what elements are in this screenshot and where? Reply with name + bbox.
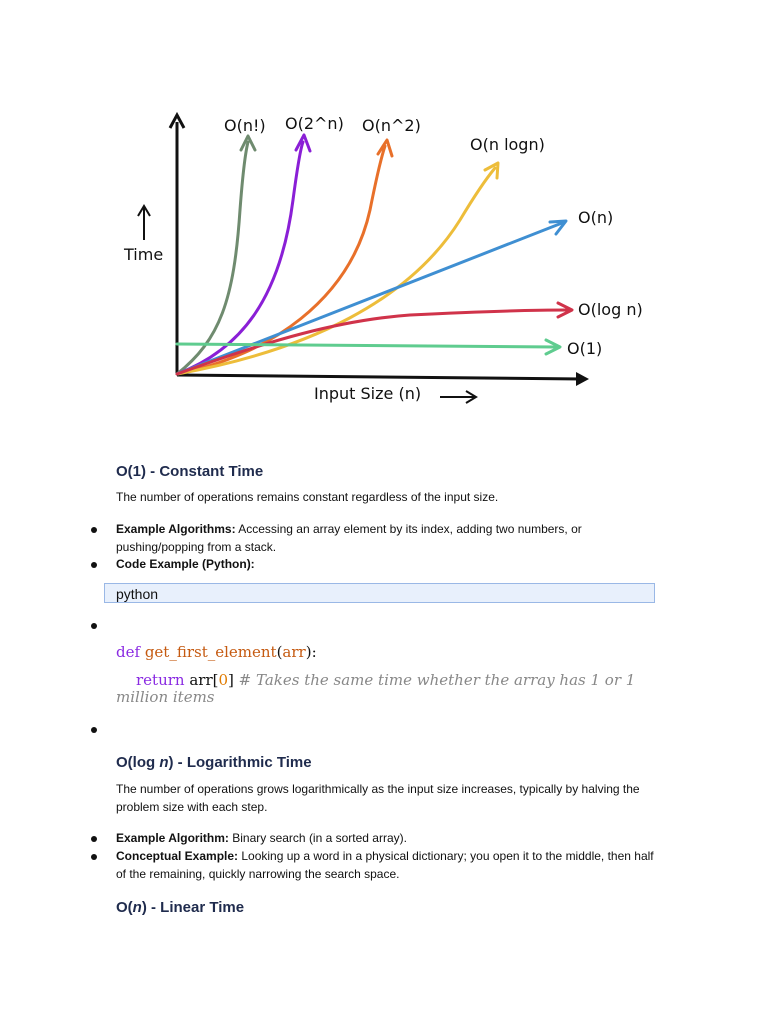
label-quadratic: O(n^2) [362,116,421,135]
code-return-line [116,672,646,706]
code-param: arr [282,643,306,661]
heading-part: ) - Logarithmic Time [168,754,312,771]
code-function-name: get_first_element [144,643,277,661]
code-language-tag: python [104,583,655,603]
label-constant: O(1) [567,339,603,358]
bullet-dot [91,527,97,533]
complexity-figure [110,100,660,420]
bullet-example-algorithms [116,521,661,556]
bullet-label: Example Algorithms: [116,522,236,536]
bullet-text: Binary search (in a sorted array). [228,831,407,845]
bullet-dot [91,727,97,733]
bullet-label: Example Algorithm: [116,831,229,845]
heading-linear-time [116,899,244,916]
curve-factorial [177,136,255,374]
code-paren: ( [276,643,283,661]
bullet-text: Accessing an array element by its index, adding two numbers, or pushing/popping from a stack. [116,522,582,554]
heading-logarithmic-time [116,754,312,771]
x-axis [177,375,582,379]
heading-constant-time: O(1) - Constant Time [116,463,264,480]
bullet-dot [91,623,97,629]
input-size-label: Input Size (n) [314,384,422,403]
code-expr: arr[ [184,671,219,689]
bullet-dot [91,562,97,568]
bullet-dot [91,836,97,842]
heading-italic-n: n [132,899,142,916]
bullet-code-example [116,556,661,574]
complexity-svg [110,100,660,420]
heading-part: ) - Linear Time [141,899,245,916]
code-keyword-def: def [116,643,141,661]
bullet-text: Looking up a word in a physical dictionary; you open it to the middle, then half of the remaining, quickly narrowing the search space. [116,849,654,881]
bullet-label: Conceptual Example: [116,849,239,863]
code-def-line [116,644,661,661]
bullet-dot [91,854,97,860]
curve-linear [177,221,566,374]
code-paren: ): [305,643,317,661]
code-number: 0 [218,671,229,689]
bullet-label: Code Example (Python): [116,557,255,571]
label-logarithmic: O(log n) [578,300,643,319]
label-factorial: O(n!) [224,116,266,135]
code-expr: ] [228,671,234,689]
label-nlogn: O(n logn) [470,135,545,154]
label-exponential: O(2^n) [285,114,344,133]
bullet-conceptual-example [116,848,661,883]
constant-time-description: The number of operations remains constant regardless of the input size. [116,490,499,504]
heading-italic-n: n [159,754,169,771]
heading-part: O( [116,899,133,916]
bullet-example-algorithm [116,830,661,848]
code-keyword-return: return [136,671,185,689]
time-label: Time [124,245,164,264]
code-comment: # Takes the same time whether the array has 1 or 1 million items [116,671,636,706]
label-linear: O(n) [578,208,614,227]
logarithmic-time-description: The number of operations grows logarithmically as the input size increases, typically by halving the problem size with each step. [116,782,640,814]
heading-part: O(log [116,754,160,771]
x-axis-arrow-icon [576,372,589,386]
